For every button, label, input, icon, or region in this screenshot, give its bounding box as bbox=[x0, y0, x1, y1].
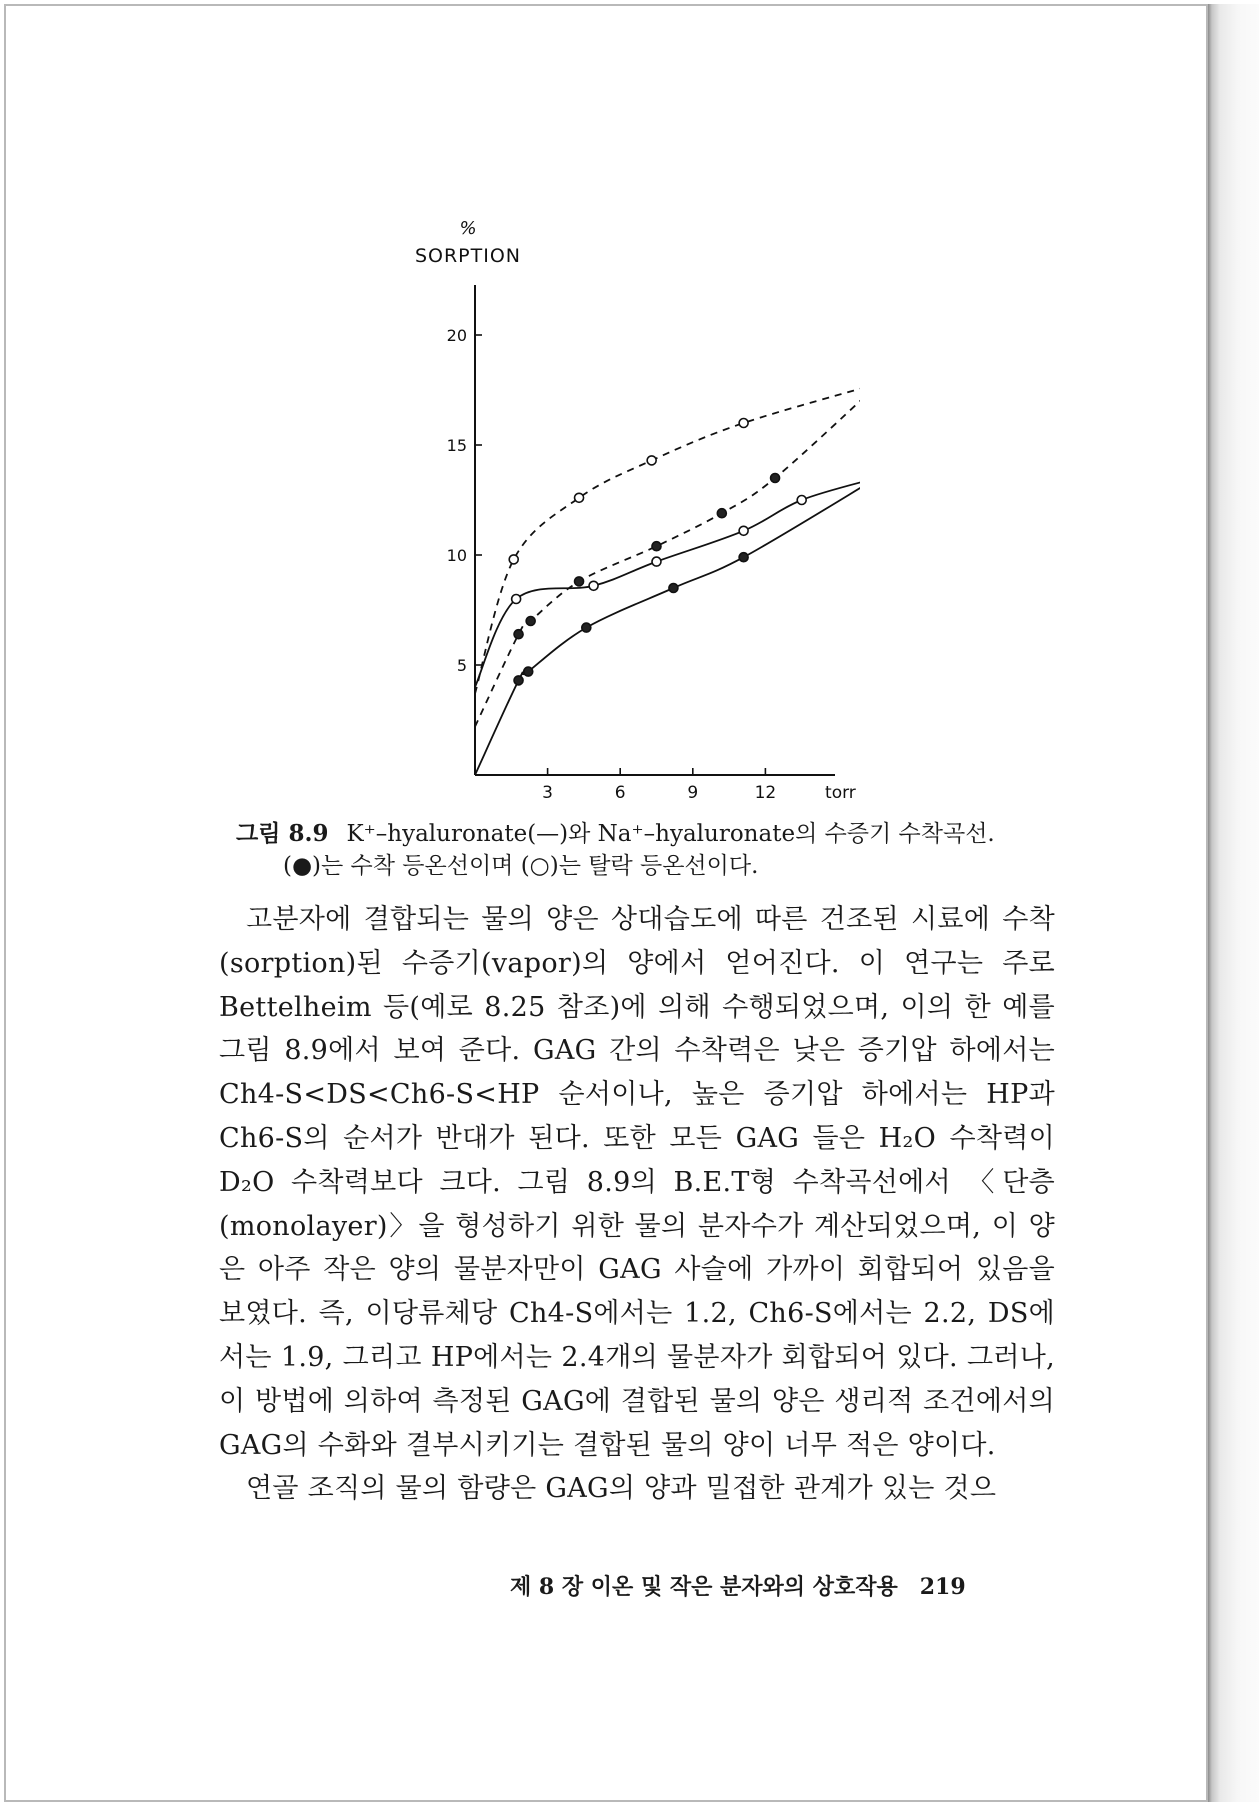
data-point bbox=[589, 581, 598, 590]
series-line bbox=[475, 478, 860, 775]
caption-text-2: (●)는 수착 등온선이며 (○)는 탈락 등온선이다. bbox=[283, 853, 759, 879]
page-number: 219 bbox=[919, 1574, 966, 1600]
data-point bbox=[575, 577, 584, 586]
series-3-solid-open bbox=[475, 474, 860, 688]
series-line bbox=[475, 478, 860, 687]
paragraph-1: 고분자에 결합되는 물의 양은 상대습도에 따른 건조된 시료에 수착(sorption)된 수증기(vapor)의 양에서 얻어진다. 이 연구는 주로 Bettelheim 등(예로 8.25 참조)에 의해 수행되었으며, 이의 한 예를 그림 8.9에서 보여 준다. GAG 간의 수착력은 낮은 증기압 하에서는 Ch4-S<DS<Ch6-S<HP 순서이나, 높은 증기압 하에서는 HP과 Ch6-S의 순서가 반대가 된다. 또한 모든 GAG 들은 H₂O 수착력이 D₂O 수착력보다 크다. 그림 8.9의 B.E.T형 수착곡선에서 〈단층(monolayer)〉을 형성하기 위한 물의 분자수가 계산되었으며, 이 양은 아주 작은 양의 물분자만이 GAG 사슬에 가까이 회합되어 있음을 보였다. 즉, 이당류체당 Ch4-S에서는 1.2, Ch6-S에서는 2.2, DS에서는 1.9, 그리고 HP에서는 2.4개의 물분자가 회합되어 있다. 그러나, 이 방법에 의하여 측정된 GAG에 결합된 물의 양은 생리적 조건에서의 GAG의 수화와 결부시키기는 결합된 물의 양이 너무 적은 양이다. bbox=[219, 904, 1055, 1461]
data-point bbox=[647, 456, 656, 465]
data-point bbox=[739, 553, 748, 562]
data-point bbox=[797, 496, 806, 505]
running-footer-chapter: 제 8 장 이온 및 작은 분자와의 상호작용 bbox=[510, 1574, 898, 1600]
data-point bbox=[526, 617, 535, 626]
figure-label: 그림 8.9 bbox=[236, 820, 329, 847]
x-tick-label: 3 bbox=[542, 783, 554, 803]
series-1-dashed-open bbox=[475, 379, 860, 694]
body-text bbox=[219, 898, 1055, 1511]
y-axis-title-percent: % bbox=[459, 218, 477, 239]
series-2-dashed-filled bbox=[475, 379, 860, 727]
data-point bbox=[509, 555, 518, 564]
x-tick-label: 6 bbox=[614, 783, 626, 803]
data-point bbox=[771, 474, 780, 483]
y-tick-label: 20 bbox=[446, 326, 467, 345]
data-point bbox=[652, 557, 661, 566]
data-point bbox=[739, 526, 748, 535]
page-footer bbox=[510, 1570, 1030, 1601]
figure-caption-line-2 bbox=[283, 848, 1123, 884]
figure-caption-line-1 bbox=[236, 816, 1076, 852]
y-tick-label: 5 bbox=[456, 656, 467, 675]
y-axis-title: SORPTION bbox=[414, 245, 522, 267]
data-point bbox=[512, 595, 521, 604]
x-tick-label: 12 bbox=[754, 783, 777, 803]
data-point bbox=[575, 493, 584, 502]
sorption-chart bbox=[360, 200, 860, 810]
x-axis-unit-label: torr bbox=[825, 783, 856, 803]
series-line bbox=[475, 383, 860, 726]
series-layer bbox=[475, 379, 860, 775]
data-point bbox=[582, 623, 591, 632]
data-point bbox=[524, 667, 533, 676]
series-line bbox=[475, 383, 860, 693]
data-point bbox=[739, 419, 748, 428]
data-point bbox=[652, 542, 661, 551]
data-point bbox=[717, 509, 726, 518]
data-point bbox=[669, 584, 678, 593]
y-tick-label: 10 bbox=[446, 546, 467, 565]
axes bbox=[475, 285, 835, 775]
x-tick-label: 9 bbox=[687, 783, 699, 803]
y-tick-label: 15 bbox=[446, 436, 467, 455]
data-point bbox=[514, 676, 523, 685]
caption-text-1: K⁺–hyaluronate(—)와 Na⁺–hyaluronate의 수증기 수착곡선. bbox=[346, 821, 995, 847]
data-point bbox=[514, 630, 523, 639]
paragraph-2: 연골 조직의 물의 함량은 GAG의 양과 밀접한 관계가 있는 것으 bbox=[246, 1473, 997, 1505]
page-edge-shadow bbox=[1208, 4, 1259, 1802]
